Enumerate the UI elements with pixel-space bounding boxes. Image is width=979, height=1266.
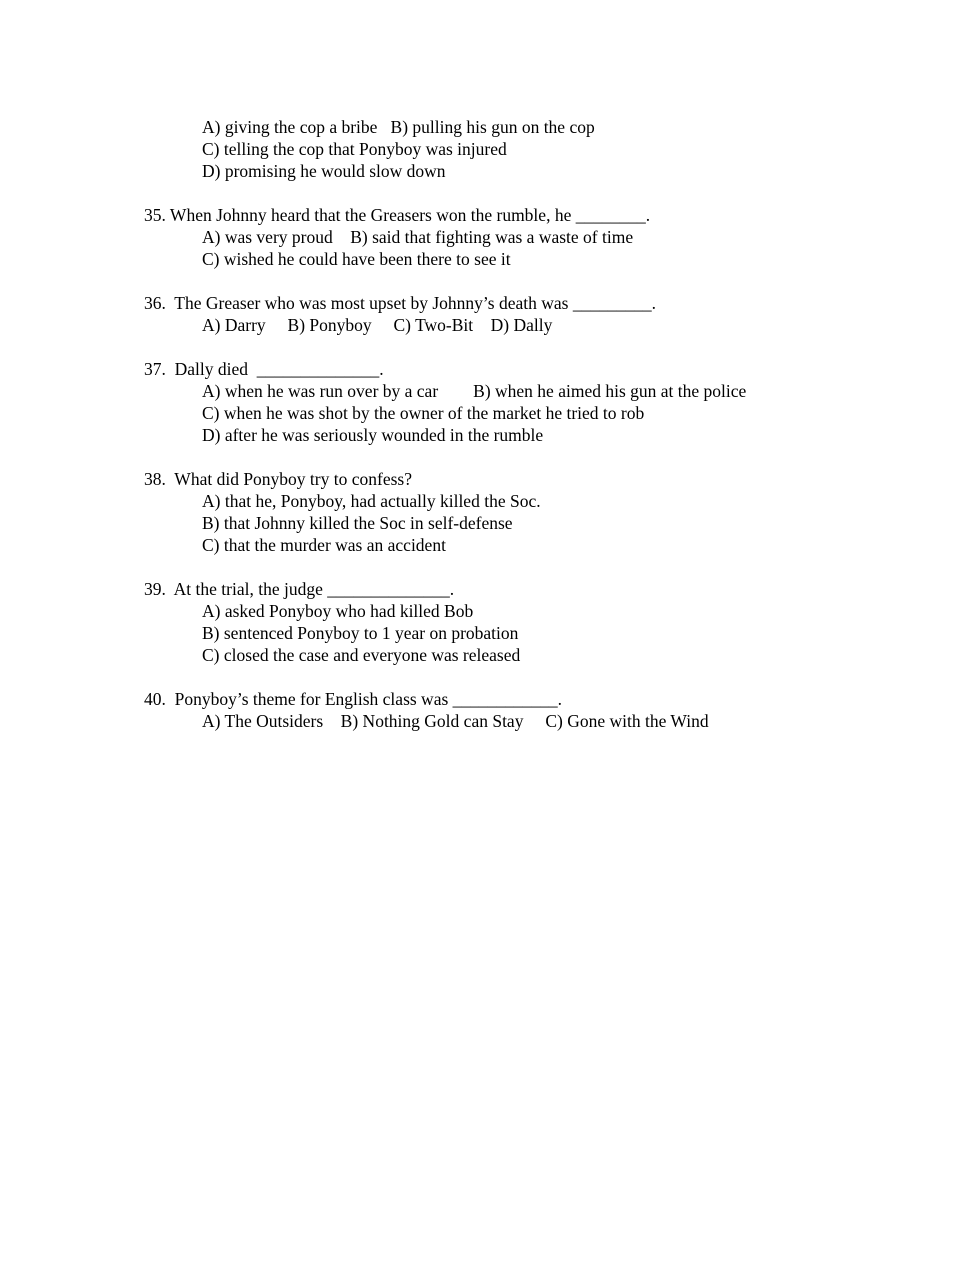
q34-option-line-3: D) promising he would slow down xyxy=(202,161,446,181)
q37-option-line-3: D) after he was seriously wounded in the rumble xyxy=(202,425,544,445)
q39-question: 39. At the trial, the judge ______________. xyxy=(144,579,455,599)
q38-question: 38. What did Ponyboy try to confess? xyxy=(144,469,412,489)
q39-option-line-3: C) closed the case and everyone was released xyxy=(202,645,521,665)
q38-option-line-3: C) that the murder was an accident xyxy=(202,535,446,555)
q35-option-line-2: C) wished he could have been there to see it xyxy=(202,249,511,269)
q34-option-line-2: C) telling the cop that Ponyboy was injured xyxy=(202,139,507,159)
q34-option-line-1: A) giving the cop a bribe B) pulling his gun on the cop xyxy=(202,117,595,137)
q39-option-line-2: B) sentenced Ponyboy to 1 year on probation xyxy=(202,623,519,643)
q39-option-line-1: A) asked Ponyboy who had killed Bob xyxy=(202,601,474,621)
q40-option-line-1: A) The Outsiders B) Nothing Gold can Stay C) Gone with the Wind xyxy=(202,711,709,731)
q38-option-line-2: B) that Johnny killed the Soc in self-defense xyxy=(202,513,513,533)
q35-option-line-1: A) was very proud B) said that fighting was a waste of time xyxy=(202,227,634,247)
q40-question: 40. Ponyboy’s theme for English class was ____________. xyxy=(144,689,563,709)
q37-question: 37. Dally died ______________. xyxy=(144,359,384,379)
q37-option-line-2: C) when he was shot by the owner of the market he tried to rob xyxy=(202,403,645,423)
q35-question: 35. When Johnny heard that the Greasers won the rumble, he ________. xyxy=(144,205,651,225)
q36-question: 36. The Greaser who was most upset by Johnny’s death was _________. xyxy=(144,293,656,313)
q36-option-line-1: A) Darry B) Ponyboy C) Two-Bit D) Dally xyxy=(202,315,553,335)
q37-option-line-1: A) when he was run over by a car B) when he aimed his gun at the police xyxy=(202,381,747,401)
q38-option-line-1: A) that he, Ponyboy, had actually killed the Soc. xyxy=(202,491,541,511)
